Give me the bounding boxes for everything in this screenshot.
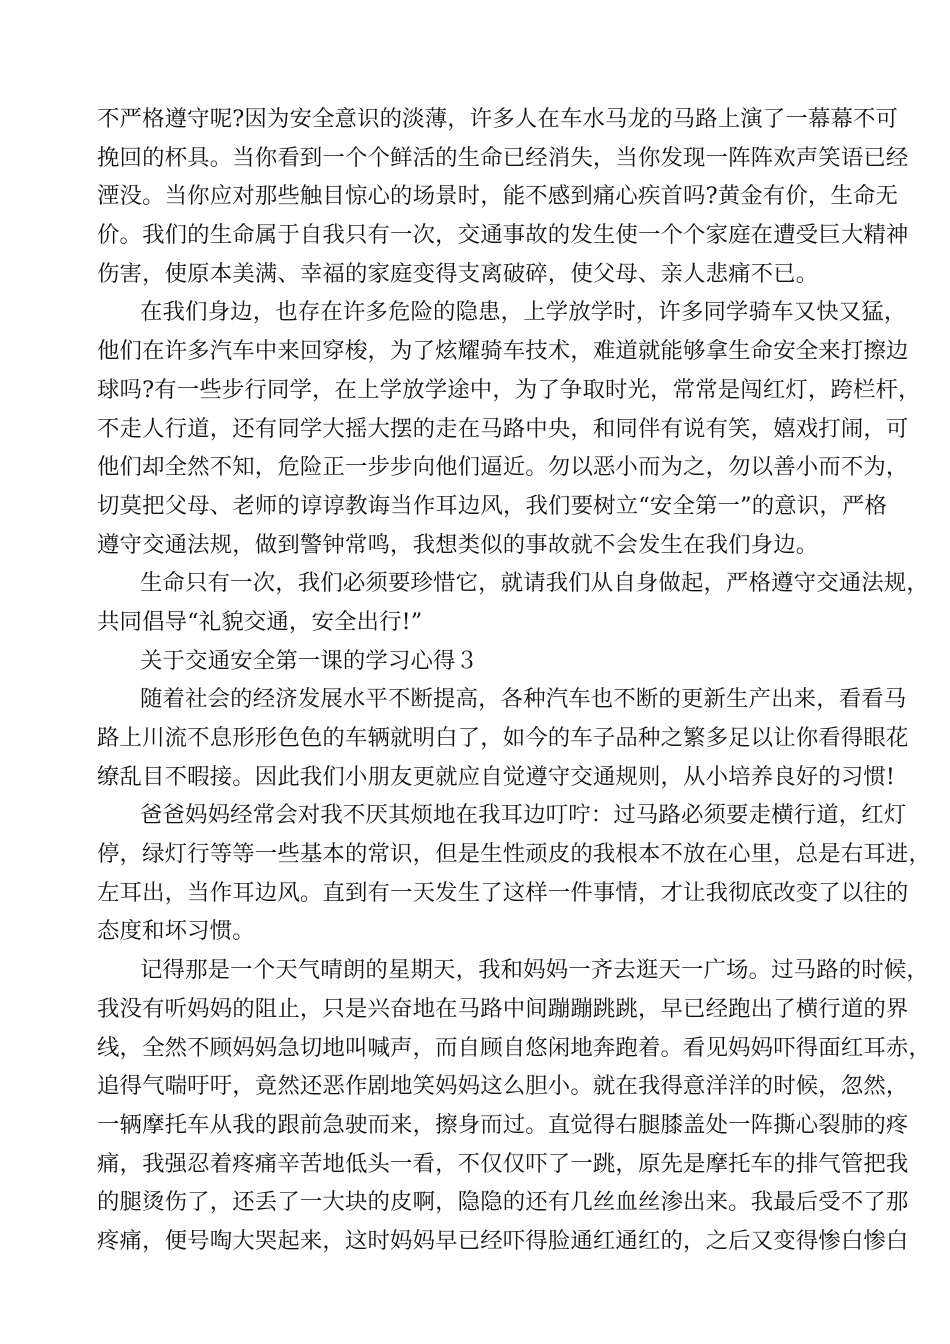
paragraph-line: 记得那是一个天气晴朗的星期天，我和妈妈一齐去逛天一广场。过马路的时候， <box>140 957 929 984</box>
paragraph-line: 爸爸妈妈经常会对我不厌其烦地在我耳边叮咛：过马路必须要走横行道，红灯 <box>140 802 907 829</box>
paragraph-line: 缭乱目不暇接。因此我们小朋友更就应自觉遵守交通规则，从小培养良好的习惯! <box>97 763 896 790</box>
paragraph-line: 在我们身边，也存在许多危险的隐患，上学放学时，许多同学骑车又快又猛， <box>140 299 907 326</box>
paragraph-line: 疼痛，便号啕大哭起来，这时妈妈早已经吓得脸通红通红的，之后又变得惨白惨白 <box>97 1227 909 1254</box>
paragraph-line: 切莫把父母、老师的谆谆教诲当作耳边风，我们要树立“安全第一”的意识，严格 <box>97 492 887 519</box>
paragraph-line: 球吗?有一些步行同学，在上学放学途中，为了争取时光，常常是闯红灯，跨栏杆， <box>97 376 921 403</box>
paragraph-line: 路上川流不息形形色色的车辆就明白了，如今的车子品种之繁多足以让你看得眼花 <box>97 725 909 751</box>
paragraph-line: 左耳出，当作耳边风。直到有一天发生了这样一件事情，才让我彻底改变了以往的 <box>97 879 909 906</box>
paragraph-line: 共同倡导“礼貌交通，安全出行!” <box>97 608 423 635</box>
paragraph-line: 痛，我强忍着疼痛辛苦地低头一看，不仅仅吓了一跳，原先是摩托车的排气管把我 <box>97 1150 909 1177</box>
paragraph-line: 态度和坏习惯。 <box>97 918 255 945</box>
document-page <box>97 100 932 1261</box>
paragraph-line: 不走人行道，还有同学大摇大摆的走在马路中央，和同伴有说有笑，嬉戏打闹，可 <box>97 415 909 442</box>
paragraph-line: 伤害，使原本美满、幸福的家庭变得支离破碎，使父母、亲人悲痛不已。 <box>97 260 819 287</box>
paragraph-line: 停，绿灯行等等一些基本的常识，但是生性顽皮的我根本不放在心里，总是右耳进， <box>97 841 932 868</box>
heading-text: 关于交通安全第一课的学习心得３ <box>140 647 479 674</box>
paragraph-line: 遵守交通法规，做到警钟常鸣，我想类似的事故就不会发生在我们身边。 <box>97 531 819 558</box>
body-paragraph <box>97 680 909 796</box>
body-paragraph <box>97 293 921 564</box>
paragraph-line: 不严格遵守呢?因为安全意识的淡薄，许多人在车水马龙的马路上演了一幕幕不可 <box>97 106 899 132</box>
paragraph-line: 的腿烫伤了，还丢了一大块的皮啊，隐隐的还有几丝血丝渗出来。我最后受不了那 <box>97 1189 909 1216</box>
paragraph-line: 他们在许多汽车中来回穿梭，为了炫耀骑车技术，难道就能够拿生命安全来打擦边 <box>97 338 909 365</box>
paragraph-line: 随着社会的经济发展水平不断提高，各种汽车也不断的更新生产出来，看看马 <box>140 686 907 713</box>
section-heading <box>97 642 887 681</box>
paragraph-line: 我没有听妈妈的阻止，只是兴奋地在马路中间蹦蹦跳跳，早已经跑出了横行道的界 <box>97 995 909 1022</box>
body-paragraph <box>97 100 909 293</box>
paragraph-line: 他们却全然不知，危险正一步步向他们逼近。勿以恶小而为之，勿以善小而不为， <box>97 454 909 481</box>
body-paragraph <box>97 564 929 641</box>
paragraph-line: 挽回的杯具。当你看到一个个鲜活的生命已经消失，当你发现一阵阵欢声笑语已经 <box>97 144 909 171</box>
paragraph-line: 生命只有一次，我们必须要珍惜它，就请我们从自身做起，严格遵守交通法规， <box>140 570 929 597</box>
body-paragraph <box>97 951 932 1261</box>
paragraph-line: 线，全然不顾妈妈急切地叫喊声，而自顾自悠闲地奔跑着。看见妈妈吓得面红耳赤， <box>97 1034 932 1061</box>
paragraph-line: 价。我们的生命属于自我只有一次，交通事故的发生使一个个家庭在遭受巨大精神 <box>97 222 909 249</box>
paragraph-line: 追得气喘吁吁，竟然还恶作剧地笑妈妈这么胆小。就在我得意洋洋的时候，忽然， <box>97 1073 909 1100</box>
paragraph-line: 一辆摩托车从我的跟前急驶而来，擦身而过。直觉得右腿膝盖处一阵撕心裂肺的疼 <box>97 1111 909 1138</box>
body-paragraph <box>97 796 932 951</box>
paragraph-line: 湮没。当你应对那些触目惊心的场景时，能不感到痛心疾首吗?黄金有价，生命无 <box>97 183 899 210</box>
